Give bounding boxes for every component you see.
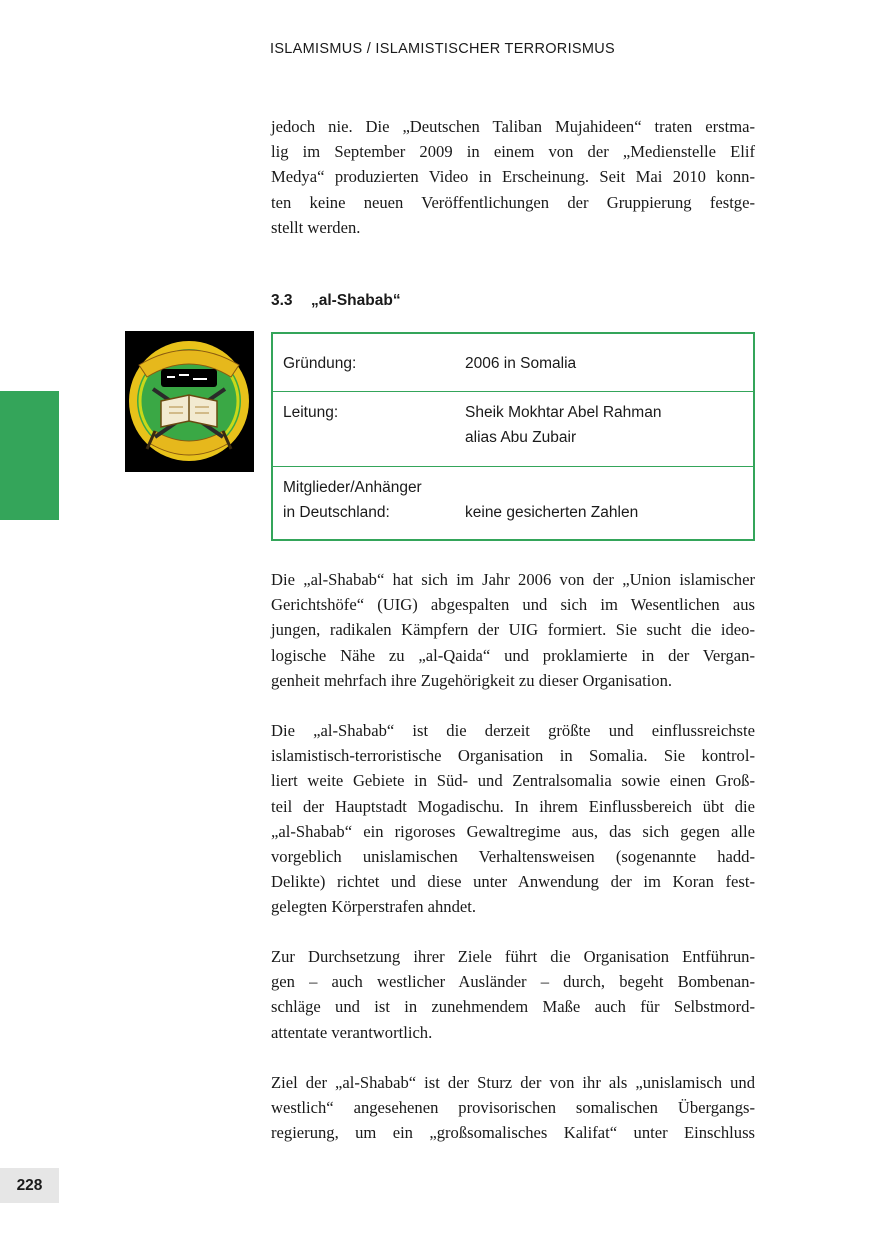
text-line: teil der Hauptstadt Mogadischu. In ihrem Einflussbereich übt die <box>271 796 755 816</box>
table-row <box>273 334 753 392</box>
al-shabab-emblem-icon <box>125 331 254 472</box>
text-line: logische Nähe zu „al-Qaida“ und proklamierte in der Vergan- <box>271 645 755 665</box>
table-row <box>273 392 753 467</box>
text-line: genheit mehrfach ihre Zugehörigkeit zu dieser Organisation. <box>271 670 673 690</box>
section-number: 3.3 <box>271 292 293 309</box>
text-line: gelegten Körperstrafen ahndet. <box>271 897 477 917</box>
text-line: Delikte) richtet und diese unter Anwendung der im Koran fest- <box>271 872 755 892</box>
text-line: gen – auch westlicher Ausländer – durch, begeht Bombenan- <box>271 972 755 992</box>
text-line: jedoch nie. Die „Deutschen Taliban Mujahideen“ traten erstma- <box>271 117 755 136</box>
section-heading <box>271 292 401 310</box>
text-line: schläge und ist in zunehmendem Maße auch für Selbstmord- <box>271 997 755 1017</box>
row-label: Leitung: <box>283 404 339 421</box>
body-paragraph <box>271 718 755 920</box>
row-label: Gründung: <box>283 355 357 372</box>
intro-paragraph <box>271 114 755 240</box>
body-paragraph <box>271 944 755 1045</box>
page-number: 228 <box>0 1168 59 1203</box>
text-line: Die „al-Shabab“ hat sich im Jahr 2006 von der „Union islamischer <box>271 570 755 589</box>
text-line: Ziel der „al-Shabab“ ist der Sturz der von ihr als „unislamisch und <box>271 1073 755 1092</box>
body-paragraph <box>271 1070 755 1146</box>
row-label: Mitglieder/Anhänger <box>283 479 422 496</box>
chapter-color-tab <box>0 391 59 520</box>
organization-info-table <box>271 332 755 541</box>
body-paragraph <box>271 567 755 693</box>
text-line: ten keine neuen Veröffentlichungen der Gruppierung festge- <box>271 192 755 212</box>
text-line: „al-Shabab“ ein rigoroses Gewaltregime aus, das sich gegen alle <box>271 821 755 841</box>
text-line: attentate verantwortlich. <box>271 1022 433 1042</box>
text-line: Medya“ produzierten Video in Erscheinung. Seit Mai 2010 konn- <box>271 167 755 187</box>
row-value: keine gesicherten Zahlen <box>465 504 639 521</box>
row-value: 2006 in Somalia <box>465 355 577 372</box>
table-row <box>273 467 753 539</box>
text-line: lig im September 2009 in einem von der „Medienstelle Elif <box>271 142 755 162</box>
text-line: regierung, um ein „großsomalisches Kalifat“ unter Einschluss <box>271 1123 755 1143</box>
row-value: Sheik Mokhtar Abel Rahman <box>465 404 662 421</box>
text-line: Zur Durchsetzung ihrer Ziele führt die Organisation Entführun- <box>271 947 755 966</box>
text-line: Gerichtshöfe“ (UIG) abgespalten und sich im Wesentlichen aus <box>271 595 755 615</box>
text-line: jungen, radikalen Kämpfern der UIG formiert. Sie sucht die ideo- <box>271 620 755 640</box>
text-line: islamistisch-terroristische Organisation in Somalia. Sie kontrol- <box>271 746 755 766</box>
text-line: vorgeblich unislamischen Verhaltensweisen (sogenannte hadd- <box>271 847 755 867</box>
text-line: Die „al-Shabab“ ist die derzeit größte und einflussreichste <box>271 721 755 740</box>
section-title: „al-Shabab“ <box>311 292 401 309</box>
row-label: in Deutschland: <box>283 504 390 521</box>
text-line: liert weite Gebiete in Süd- und Zentralsomalia sowie einen Groß- <box>271 771 755 791</box>
row-value: alias Abu Zubair <box>465 429 577 446</box>
text-line: westlich“ angesehenen provisorischen somalischen Übergangs- <box>271 1098 755 1118</box>
text-line: stellt werden. <box>271 217 361 237</box>
running-header: ISLAMISMUS / ISLAMISTISCHER TERRORISMUS <box>270 41 615 57</box>
